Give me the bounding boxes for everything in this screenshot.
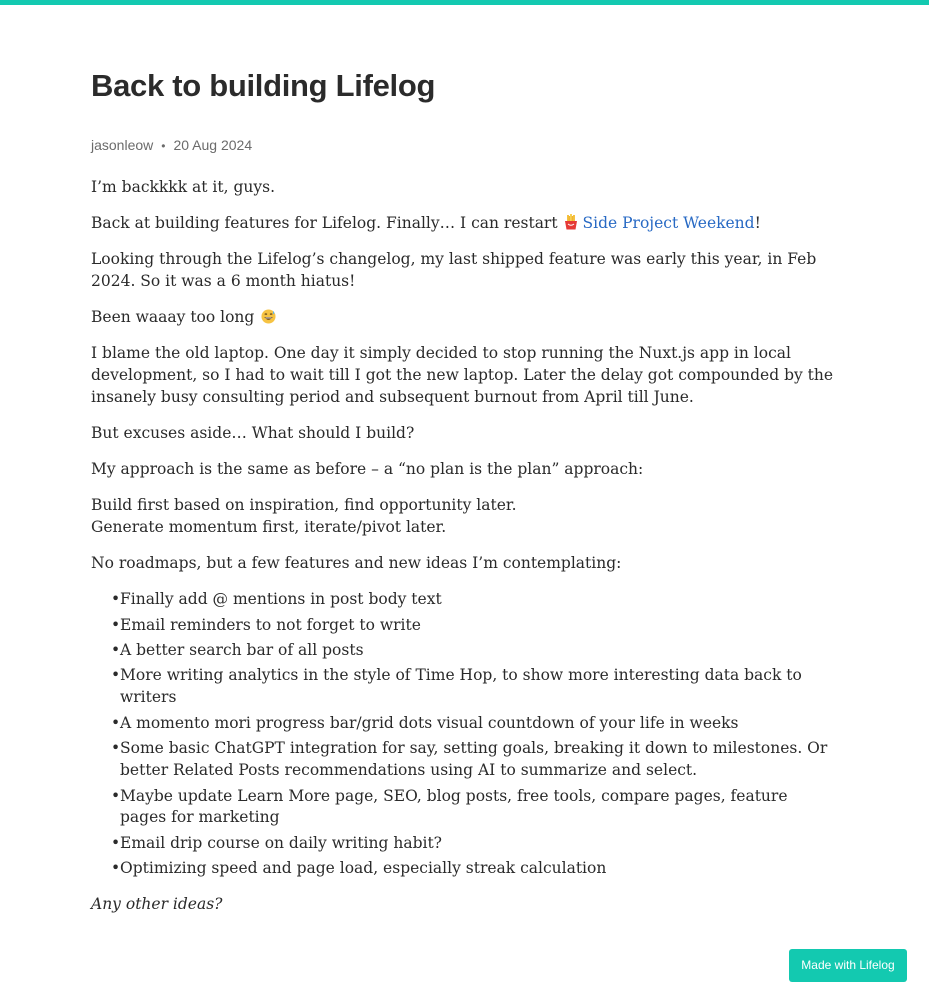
ideas-list — [91, 589, 836, 880]
list-item: • Maybe update Learn More page, SEO, blog posts, free tools, compare pages, feature pages for marketing — [111, 786, 836, 830]
list-item: • A momento mori progress bar/grid dots visual countdown of your life in weeks — [111, 713, 836, 735]
author-link[interactable]: jasonleow — [91, 137, 154, 153]
paragraph: I blame the old laptop. One day it simply decided to stop running the Nuxt.js app in local development, so I had to wait till I got the new laptop. Later the delay got compounded by the insanely busy consulting period and subsequent burnout from April till June. — [91, 344, 834, 406]
list-item: • Finally add @ mentions in post body text — [111, 589, 836, 611]
closing-question: Any other ideas? — [91, 895, 223, 914]
post-body — [91, 177, 836, 930]
list-item: • Email drip course on daily writing habit? — [111, 833, 836, 855]
made-with-lifelog-button[interactable]: Made with Lifelog — [789, 949, 907, 982]
side-project-weekend-link[interactable]: Side Project Weekend — [582, 214, 755, 233]
paragraph-text: ! — [754, 214, 761, 233]
list-item: • Email reminders to not forget to write — [111, 615, 836, 637]
post-meta — [91, 137, 252, 153]
paragraph-line: Generate momentum first, iterate/pivot later. — [91, 517, 447, 536]
list-item: • Some basic ChatGPT integration for say, setting goals, breaking it down to milestones. Or better Related Posts recommendations using AI to summarize and select. — [111, 738, 836, 782]
list-item: • A better search bar of all posts — [111, 640, 836, 662]
list-item: • More writing analytics in the style of Time Hop, to show more interesting data back to writers — [111, 665, 836, 709]
paragraph: Looking through the Lifelog’s changelog, my last shipped feature was early this year, in Feb 2024. So it was a 6 month hiatus! — [91, 250, 817, 290]
paragraph — [91, 213, 836, 235]
page-title: Back to building Lifelog — [91, 68, 436, 103]
paragraph: But excuses aside… What should I build? — [91, 423, 415, 442]
paragraph — [91, 307, 836, 329]
meta-separator: • — [161, 139, 166, 153]
post-date: 20 Aug 2024 — [173, 137, 253, 153]
paragraph: No roadmaps, but a few features and new ideas I’m contemplating: — [91, 553, 622, 572]
paragraph: My approach is the same as before – a “no plan is the plan” approach: — [91, 459, 644, 478]
list-item: • Optimizing speed and page load, especially streak calculation — [111, 858, 836, 880]
paragraph: I’m backkkk at it, guys. — [91, 178, 275, 196]
paragraph-text: Back at building features for Lifelog. Finally… I can restart — [91, 214, 563, 233]
top-accent-bar — [0, 0, 929, 5]
french-fries-icon — [563, 214, 579, 230]
paragraph-text: Been waaay too long — [91, 308, 255, 327]
grinning-sweat-icon — [261, 309, 276, 324]
paragraph-line: Build first based on inspiration, find opportunity later. — [91, 496, 517, 515]
paragraph — [91, 495, 836, 539]
